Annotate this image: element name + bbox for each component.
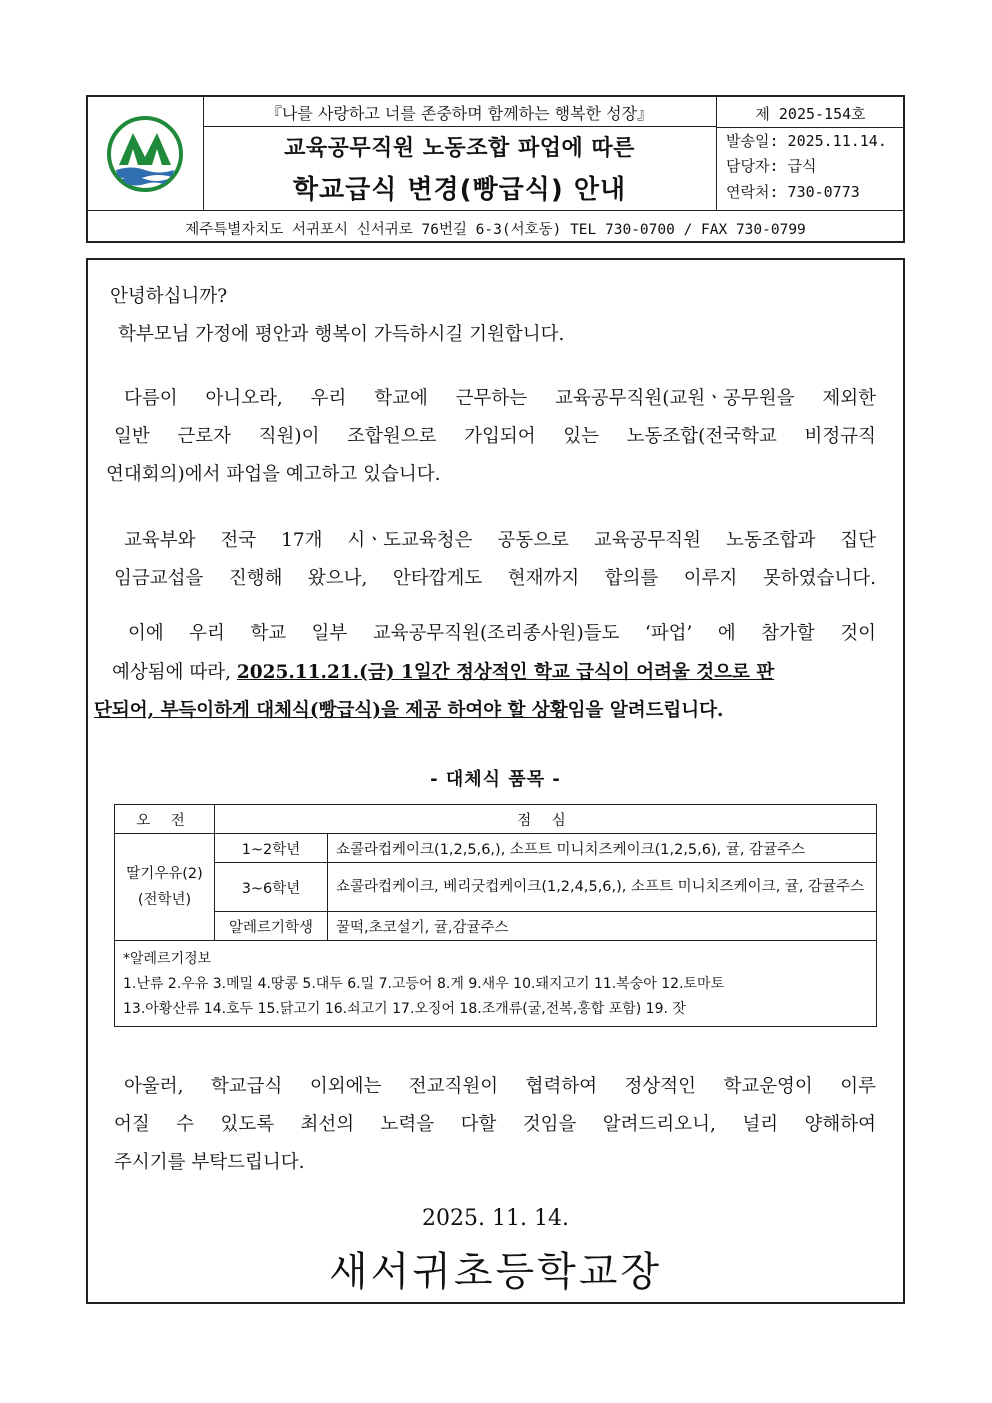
para3-line3-text: 임을 알려드립니다. (567, 700, 724, 721)
para1-line3: 연대회의)에서 파업을 예고하고 있습니다. (106, 464, 441, 485)
para3-line1: 이에 우리 학교 일부 교육공무직원(조리종사원)들도 ‘파업’ 에 참가할 것이 (128, 623, 876, 644)
allergy-line1: 1.난류 2.우유 3.메밀 4.땅콩 5.대두 6.밀 7.고등어 8.게 9.새우 10.돼지고기 11.복숭아 12.토마토 (123, 976, 725, 992)
closing-line2: 어질 수 있도록 최선의 노력을 다할 것임을 알려드리오니, 널리 양해하여 (114, 1114, 876, 1135)
manager: 담당자: 급식 (726, 157, 817, 175)
header-morning: 오 전 (115, 805, 215, 834)
divider (716, 127, 905, 128)
table-row (115, 863, 877, 912)
allergy-info (115, 941, 877, 1027)
menu-title: - 대체식 품목 - (430, 769, 561, 790)
allergy-line2: 13.아황산류 14.호두 15.닭고기 16.쇠고기 17.오징어 18.조개류(굴,전복,홍합 포함) 19. 잣 (123, 1001, 686, 1017)
document-header (86, 95, 905, 243)
contact: 연락처: 730-0773 (726, 183, 860, 201)
allergy-info-row (115, 941, 877, 1027)
closing-line3: 주시기를 부탁드립니다. (114, 1152, 305, 1173)
para2-line1: 교육부와 전국 17개 시ㆍ도교육청은 공동으로 교육공무직원 노동조합과 집단 (124, 530, 876, 551)
principal-signature: 새서귀초등학교장 (328, 1249, 663, 1295)
wish: 학부모님 가정에 평안과 행복이 가득하시길 기원합니다. (118, 324, 565, 345)
para3-line3 (94, 696, 724, 722)
sent-date: 발송일: 2025.11.14. (726, 132, 887, 150)
document-number: 제 2025-154호 (755, 105, 866, 123)
address-row (88, 210, 903, 244)
grade-cell: 1~2학년 (215, 834, 328, 863)
para1-line1: 다름이 아니오라, 우리 학교에 근무하는 교육공무직원(교원ㆍ공무원을 제외한 (124, 388, 876, 409)
school-address: 제주특별자치도 서귀포시 신서귀로 76번길 6-3(서호동) TEL 730-0700 / FAX 730-0799 (185, 222, 806, 238)
morning-item-line1: 딸기우유(2) (126, 866, 203, 882)
para3-line2-text: 예상됨에 따라, (112, 662, 237, 683)
document-title-line1: 교육공무직원 노동조합 파업에 따른 (284, 136, 635, 161)
lunch-items-cell: 꿀떡,초코설기, 귤,감귤주스 (328, 912, 877, 941)
allergy-title: *알레르기정보 (123, 951, 212, 967)
table-row (115, 834, 877, 863)
document-body (86, 258, 905, 1304)
para2-line2: 임금교섭을 진행해 왔으나, 안타깝게도 현재까지 합의를 이루지 못하였습니다. (114, 568, 876, 589)
para3-emphasis-1: 2025.11.21.(금) 1일간 정상적인 학교 급식이 어려울 것으로 판 (236, 662, 775, 683)
document-date: 2025. 11. 14. (422, 1206, 569, 1231)
para3-line2 (112, 658, 876, 684)
morning-item-line2: (전학년) (137, 892, 192, 908)
lunch-items-cell: 쇼콜라컵케이크(1,2,5,6,), 소프트 미니치즈케이크(1,2,5,6), 귤, 감귤주스 (328, 834, 877, 863)
lunch-items-cell: 쇼콜라컵케이크, 베리굿컵케이크(1,2,4,5,6,), 소프트 미니치즈케이크, 귤, 감귤주스 (328, 863, 877, 912)
table-header-row (115, 805, 877, 834)
table-row (115, 912, 877, 941)
greeting: 안녕하십니까? (110, 286, 228, 307)
title-cell (203, 97, 717, 210)
para1-line2: 일반 근로자 직원)이 조합원으로 가입되어 있는 노동조합(전국학교 비정규직 (114, 426, 876, 447)
divider (203, 126, 716, 127)
para3-emphasis-2: 단되어, 부득이하게 대체식(빵급식)을 제공 하여야 할 상황 (94, 700, 568, 721)
morning-item (115, 834, 215, 941)
grade-cell: 3~6학년 (215, 863, 328, 912)
school-motto: 『나를 사랑하고 너를 존중하며 함께하는 행복한 성장』 (265, 104, 654, 123)
school-logo-icon (106, 115, 184, 193)
grade-cell: 알레르기학생 (215, 912, 328, 941)
closing-line1: 아울러, 학교급식 이외에는 전교직원이 협력하여 정상적인 학교운영이 이루 (124, 1076, 876, 1097)
substitute-menu-table (114, 804, 877, 1027)
header-lunch: 점 심 (215, 805, 877, 834)
document-title-line2: 학교급식 변경(빵급식) 안내 (292, 175, 627, 205)
logo-cell (88, 97, 204, 210)
meta-cell (716, 97, 905, 210)
